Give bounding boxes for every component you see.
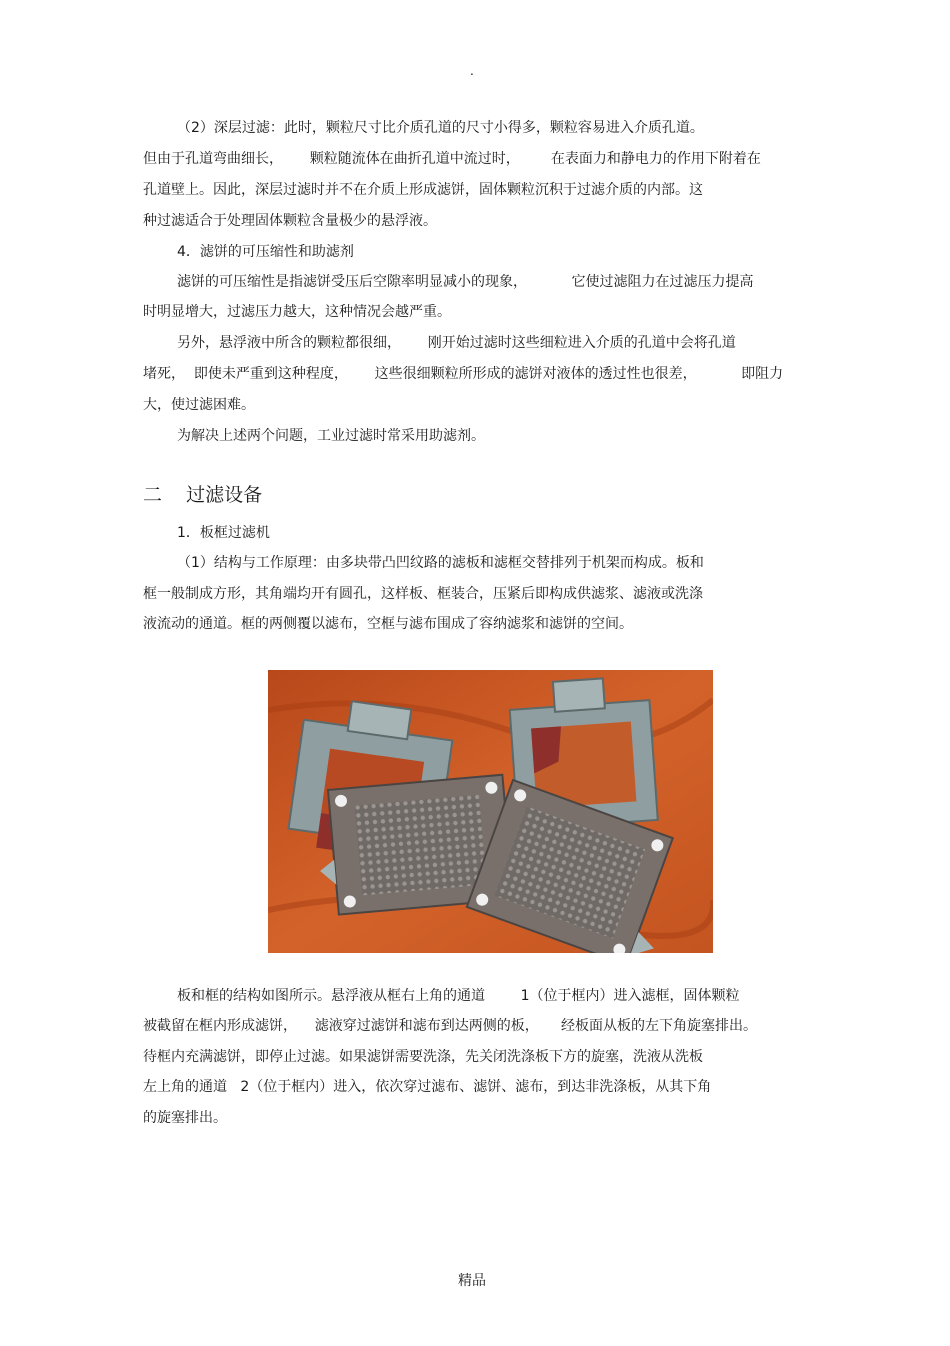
paragraph-line: 种过滤适合于处理固体颗粒含量极少的悬浮液。: [143, 213, 437, 229]
paragraph-line: 大，使过滤困难。: [143, 397, 255, 413]
subsection-title: 1．板框过滤机: [177, 525, 270, 541]
paragraph-line: 左上角的通道 2（位于框内）进入，依次穿过滤布、滤饼、滤布，到达非洗涤板，从其下角: [143, 1079, 712, 1095]
page-footer: 精品: [458, 1273, 486, 1289]
chapter-heading: 二 过滤设备: [143, 484, 263, 506]
filter-plate-frame-photo: [268, 670, 713, 953]
paragraph-line: 的旋塞排出。: [143, 1110, 227, 1126]
paragraph-line: 为解决上述两个问题，工业过滤时常采用助滤剂。: [177, 428, 485, 444]
paragraph-line: （1）结构与工作原理：由多块带凸凹纹路的滤板和滤框交替排列于机架而构成。板和: [177, 555, 704, 571]
paragraph-line: 时明显增大，过滤压力越大，这种情况会越严重。: [143, 304, 451, 320]
paragraph-line: 滤饼的可压缩性是指滤饼受压后空隙率明显减小的现象， 它使过滤阻力在过滤压力提高: [177, 274, 754, 290]
paragraph-line: （2）深层过滤：此时，颗粒尺寸比介质孔道的尺寸小得多，颗粒容易进入介质孔道。: [177, 120, 704, 136]
paragraph-line: 框一般制成方形，其角端均开有圆孔，这样板、框装合，压紧后即构成供滤浆、滤液或洗涤: [143, 586, 703, 602]
paragraph-line: 被截留在框内形成滤饼， 滤液穿过滤饼和滤布到达两侧的板， 经板面从板的左下角旋塞排出。: [143, 1018, 758, 1034]
section-title: 4．滤饼的可压缩性和助滤剂: [177, 244, 354, 260]
paragraph-line: 但由于孔道弯曲细长， 颗粒随流体在曲折孔道中流过时， 在表面力和静电力的作用下附着在: [143, 151, 761, 167]
paragraph-line: 孔道壁上。因此，深层过滤时并不在介质上形成滤饼，固体颗粒沉积于过滤介质的内部。这: [143, 182, 703, 198]
paragraph-line: 板和框的结构如图所示。悬浮液从框右上角的通道 1（位于框内）进入滤框，固体颗粒: [177, 988, 740, 1004]
paragraph-line: 液流动的通道。框的两侧覆以滤布，空框与滤布围成了容纳滤浆和滤饼的空间。: [143, 616, 633, 632]
paragraph-line: 堵死， 即使未严重到这种程度， 这些很细颗粒所形成的滤饼对液体的透过性也很差， 即阻力: [143, 366, 784, 382]
header-mark: .: [470, 64, 474, 78]
paragraph-line: 待框内充满滤饼，即停止过滤。如果滤饼需要洗涤，先关闭洗涤板下方的旋塞，洗液从洗板: [143, 1049, 703, 1065]
paragraph-line: 另外，悬浮液中所含的颗粒都很细， 刚开始过滤时这些细粒进入介质的孔道中会将孔道: [177, 335, 736, 351]
